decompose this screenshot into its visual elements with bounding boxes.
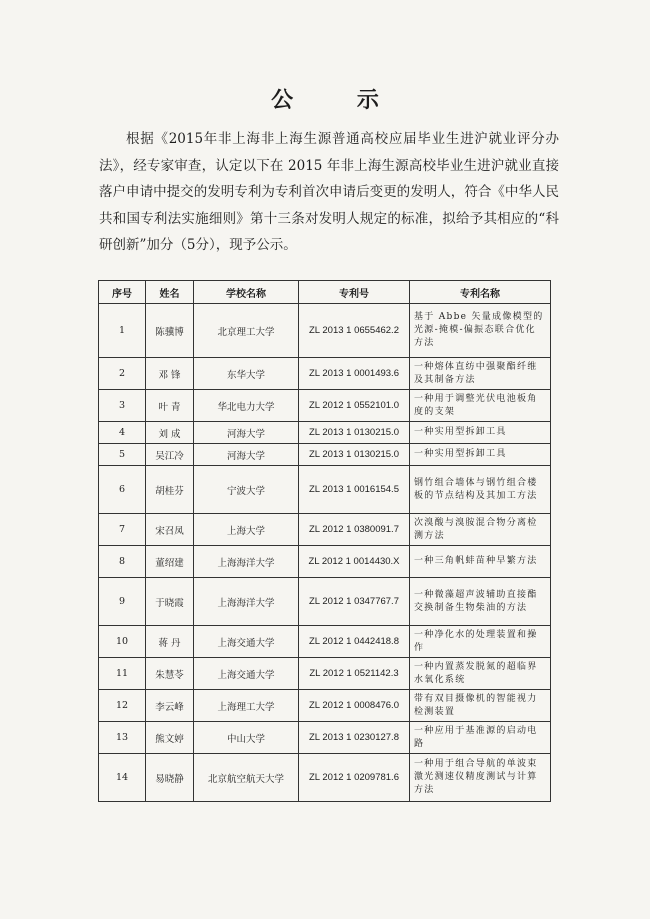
cell-no: 8 [99, 546, 146, 578]
cell-school: 上海理工大学 [194, 690, 299, 722]
table-row [99, 658, 551, 690]
header-patent-title: 专利名称 [410, 281, 551, 304]
cell-name: 李云峰 [146, 690, 194, 722]
cell-no: 2 [99, 358, 146, 390]
intro-paragraph [99, 126, 559, 259]
cell-name: 蒋 丹 [146, 626, 194, 658]
cell-school: 上海交通大学 [194, 626, 299, 658]
cell-school: 宁波大学 [194, 466, 299, 514]
cell-no: 3 [99, 390, 146, 422]
cell-patent-title: 一种应用于基准源的启动电路 [410, 722, 551, 754]
cell-name: 胡桂芬 [146, 466, 194, 514]
cell-no: 9 [99, 578, 146, 626]
cell-patent-title: 一种净化水的处理装置和操作 [410, 626, 551, 658]
cell-patent-title: 一种实用型拆卸工具 [410, 444, 551, 466]
cell-patent-title: 次溴酸与溴胺混合物分离检测方法 [410, 514, 551, 546]
table-header-row [99, 281, 551, 304]
cell-school: 东华大学 [194, 358, 299, 390]
cell-patent-no: ZL 2012 1 0347767.7 [299, 578, 410, 626]
cell-patent-no: ZL 2013 1 0130215.0 [299, 444, 410, 466]
table-row [99, 578, 551, 626]
table-row [99, 690, 551, 722]
cell-patent-no: ZL 2012 1 0442418.8 [299, 626, 410, 658]
cell-patent-no: ZL 2012 1 0008476.0 [299, 690, 410, 722]
patent-table [98, 280, 551, 802]
table-row [99, 466, 551, 514]
table-row [99, 444, 551, 466]
cell-patent-no: ZL 2013 1 0130215.0 [299, 422, 410, 444]
header-school: 学校名称 [194, 281, 299, 304]
table-row [99, 390, 551, 422]
cell-school: 北京理工大学 [194, 304, 299, 358]
cell-name: 董绍建 [146, 546, 194, 578]
table-row [99, 514, 551, 546]
cell-patent-no: ZL 2012 1 0209781.6 [299, 754, 410, 802]
cell-school: 上海交通大学 [194, 658, 299, 690]
cell-school: 上海大学 [194, 514, 299, 546]
table-row [99, 304, 551, 358]
cell-patent-no: ZL 2012 1 0014430.X [299, 546, 410, 578]
cell-name: 宋召凤 [146, 514, 194, 546]
cell-patent-title: 一种内置蒸发脱氮的超临界水氧化系统 [410, 658, 551, 690]
document-title: 公 示 [271, 88, 407, 113]
cell-patent-title: 一种用于组合导航的单波束激光测速仪精度测试与计算方法 [410, 754, 551, 802]
cell-name: 朱慧苓 [146, 658, 194, 690]
cell-name: 易晓静 [146, 754, 194, 802]
cell-no: 14 [99, 754, 146, 802]
cell-no: 11 [99, 658, 146, 690]
cell-no: 13 [99, 722, 146, 754]
cell-school: 河海大学 [194, 422, 299, 444]
cell-name: 于晓霞 [146, 578, 194, 626]
cell-patent-title: 一种用于调整光伏电池板角度的支架 [410, 390, 551, 422]
header-no: 序号 [99, 281, 146, 304]
cell-name: 邓 锋 [146, 358, 194, 390]
cell-school: 上海海洋大学 [194, 546, 299, 578]
cell-patent-no: ZL 2012 1 0521142.3 [299, 658, 410, 690]
cell-name: 熊文婷 [146, 722, 194, 754]
intro-text: 根据《2015年非上海非上海生源普通高校应届毕业生进沪就业评分办法》，经专家审查，认定以下在 2015 年非上海生源高校毕业生进沪就业直接落户申请中提交的发明专利为专利首次申请后变更的发明人，符合《中华人民共和国专利法实施细则》第十三条对发明人规定的标准，拟给予其相应的“科研创新”加分（5分），现予公示。 [99, 131, 559, 253]
cell-patent-title: 一种实用型拆卸工具 [410, 422, 551, 444]
cell-patent-no: ZL 2012 1 0552101.0 [299, 390, 410, 422]
cell-patent-title: 基于 Abbe 矢量成像模型的光源-掩模-偏振态联合优化方法 [410, 304, 551, 358]
table-row [99, 754, 551, 802]
header-name: 姓名 [146, 281, 194, 304]
cell-no: 10 [99, 626, 146, 658]
cell-patent-title: 一种微藻超声波辅助直接酯交换制备生物柴油的方法 [410, 578, 551, 626]
cell-patent-no: ZL 2012 1 0380091.7 [299, 514, 410, 546]
cell-patent-title: 钢竹组合墙体与钢竹组合楼板的节点结构及其加工方法 [410, 466, 551, 514]
cell-no: 7 [99, 514, 146, 546]
cell-no: 12 [99, 690, 146, 722]
cell-patent-title: 一种三角帆蚌苗种早繁方法 [410, 546, 551, 578]
cell-no: 5 [99, 444, 146, 466]
cell-patent-no: ZL 2013 1 0001493.6 [299, 358, 410, 390]
cell-school: 河海大学 [194, 444, 299, 466]
cell-patent-no: ZL 2013 1 0016154.5 [299, 466, 410, 514]
cell-school: 上海海洋大学 [194, 578, 299, 626]
cell-no: 4 [99, 422, 146, 444]
table-row [99, 722, 551, 754]
cell-school: 中山大学 [194, 722, 299, 754]
cell-no: 1 [99, 304, 146, 358]
table-row [99, 422, 551, 444]
cell-name: 吴江冷 [146, 444, 194, 466]
cell-patent-title: 一种熔体直纺中强聚酯纤维及其制备方法 [410, 358, 551, 390]
table-body [99, 304, 551, 802]
table-row [99, 358, 551, 390]
cell-school: 华北电力大学 [194, 390, 299, 422]
cell-patent-title: 带有双目摄像机的智能视力检测装置 [410, 690, 551, 722]
table-row [99, 546, 551, 578]
cell-patent-no: ZL 2013 1 0230127.8 [299, 722, 410, 754]
cell-name: 刘 成 [146, 422, 194, 444]
cell-name: 陈骥博 [146, 304, 194, 358]
cell-patent-no: ZL 2013 1 0655462.2 [299, 304, 410, 358]
cell-school: 北京航空航天大学 [194, 754, 299, 802]
header-patent-no: 专利号 [299, 281, 410, 304]
cell-name: 叶 青 [146, 390, 194, 422]
cell-no: 6 [99, 466, 146, 514]
table-row [99, 626, 551, 658]
